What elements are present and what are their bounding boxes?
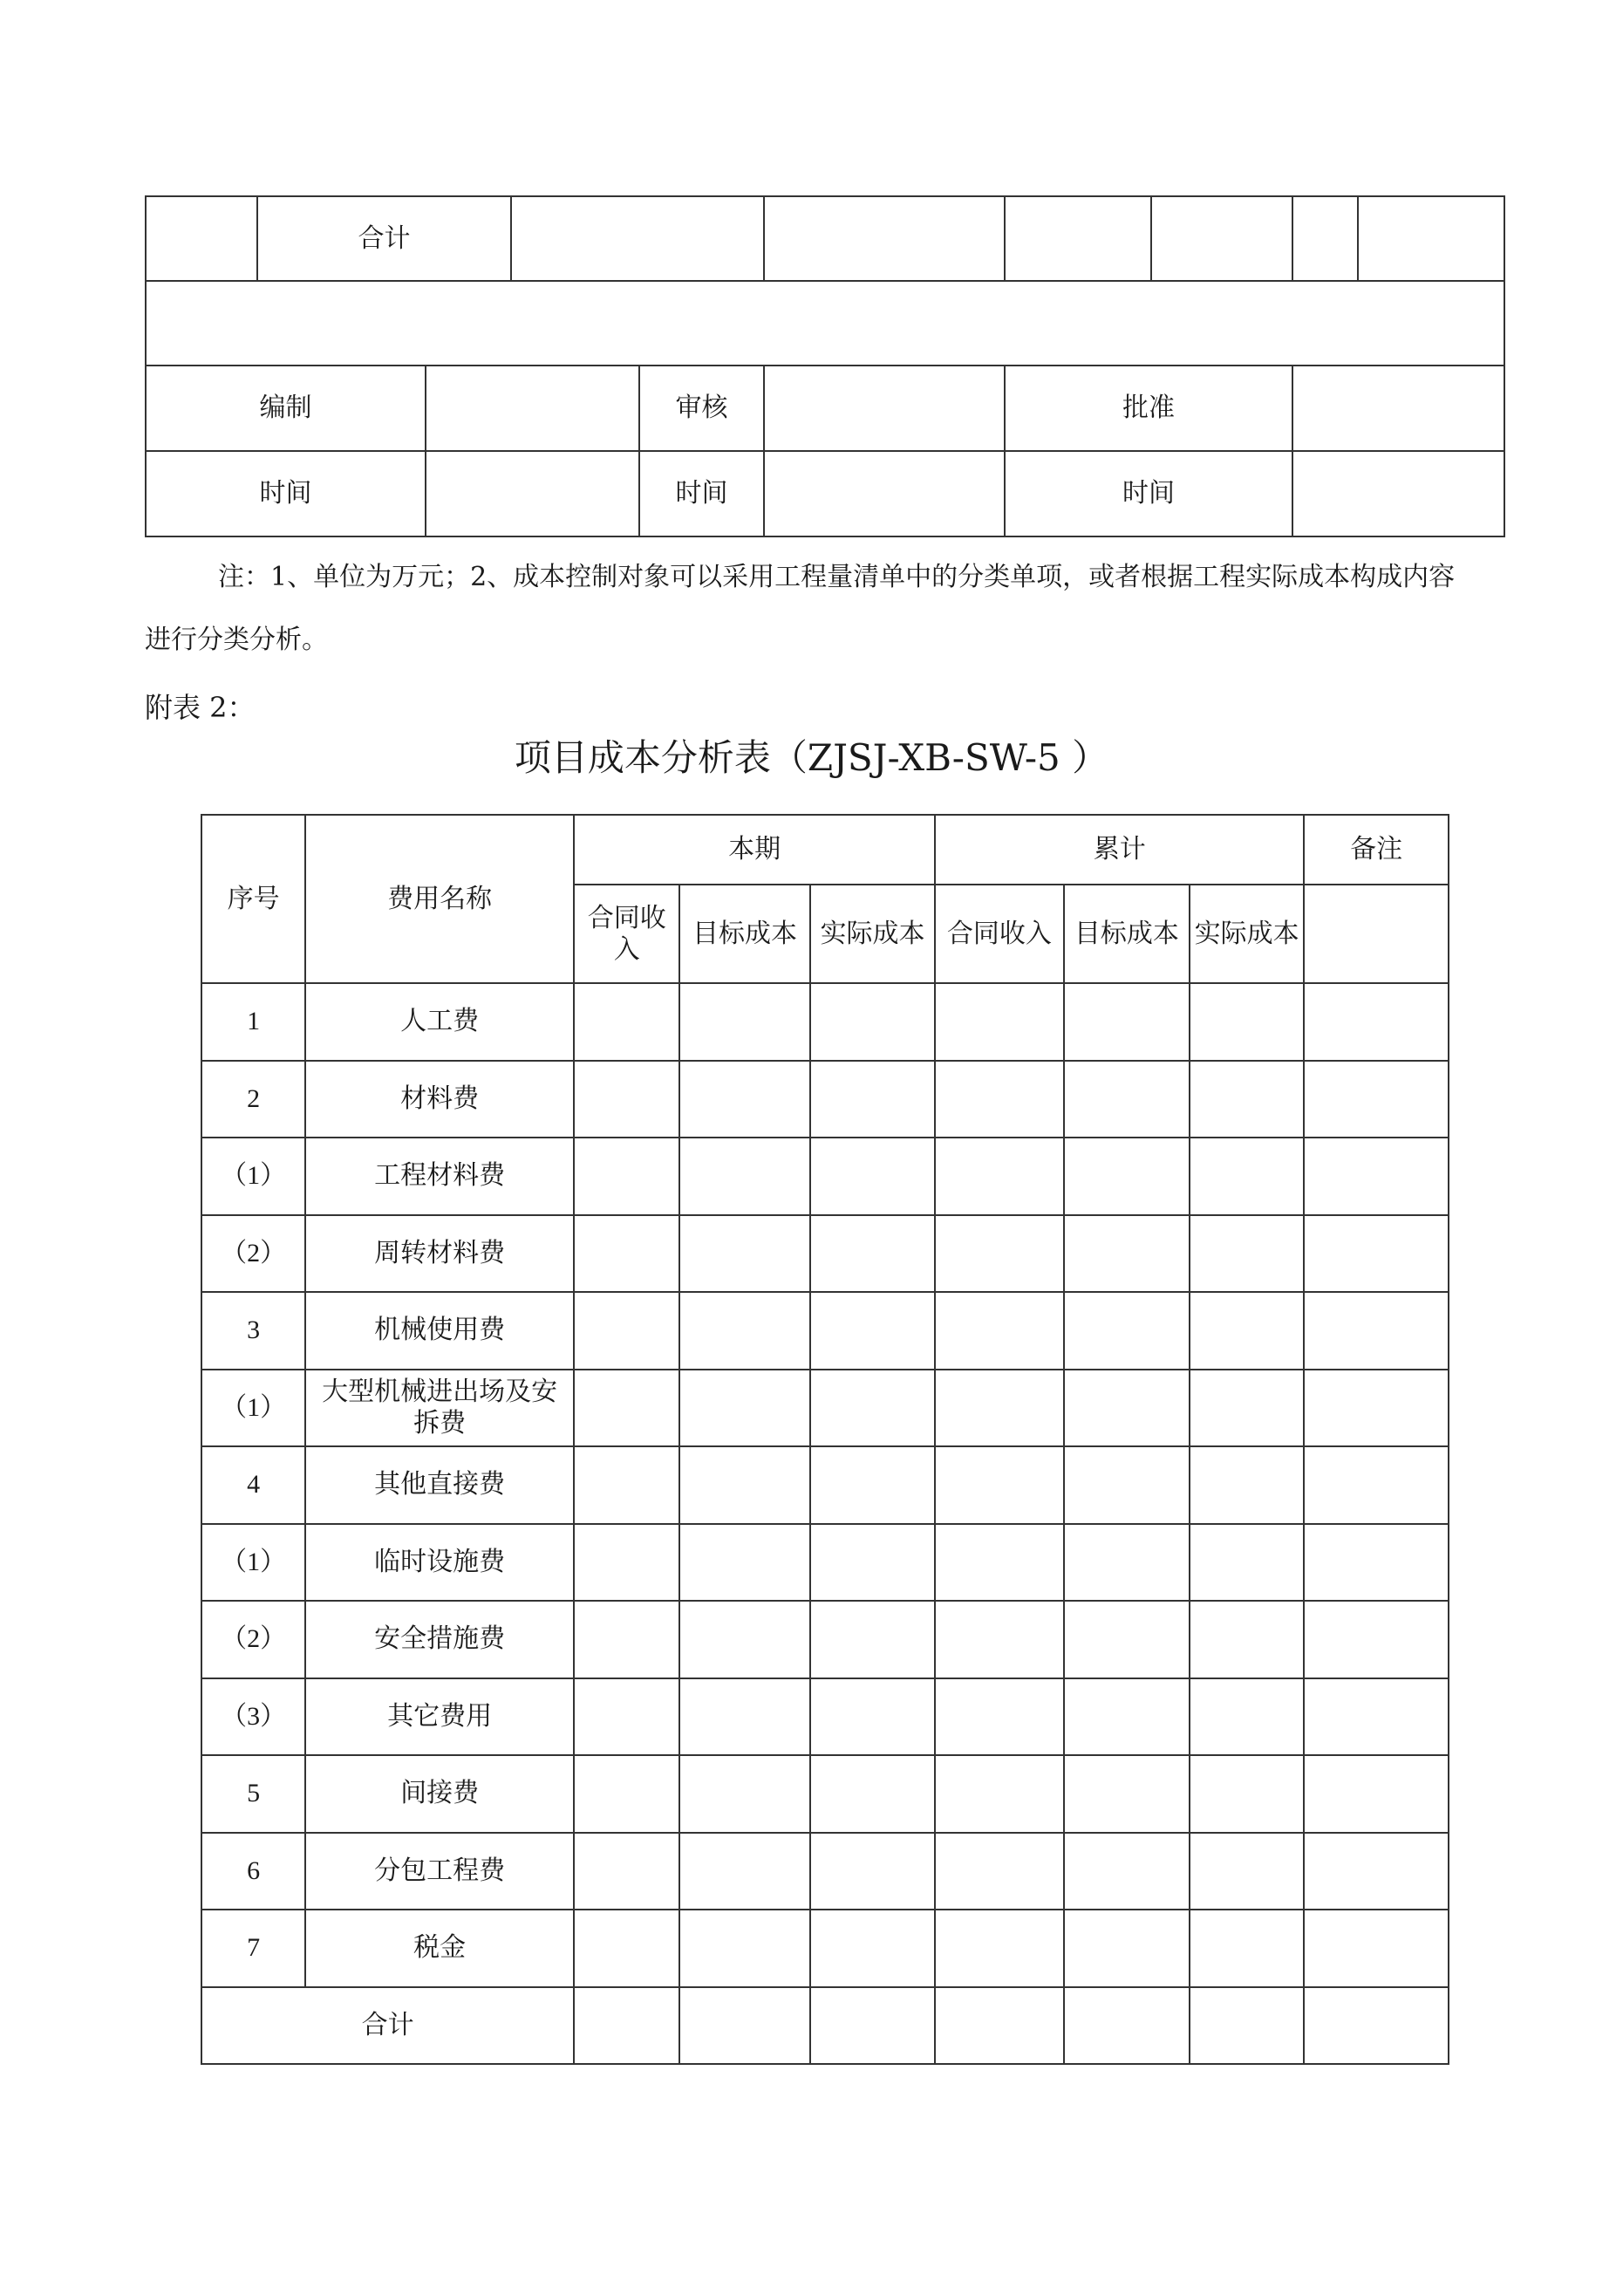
row-cost-name: 分包工程费 xyxy=(305,1833,574,1910)
table-cell xyxy=(935,1215,1063,1293)
table-cell xyxy=(574,1446,679,1524)
table-cell xyxy=(1190,1910,1304,1987)
table-cell xyxy=(1304,1601,1449,1678)
summary-cell xyxy=(1005,196,1151,281)
row-seq: （2） xyxy=(201,1601,305,1678)
table-row xyxy=(201,1061,1449,1138)
row-seq: （1） xyxy=(201,1370,305,1447)
row-cost-name: 税金 xyxy=(305,1910,574,1987)
cost-total-label: 合计 xyxy=(201,1987,574,2064)
table-cell xyxy=(679,1292,809,1370)
table-cell xyxy=(679,1987,809,2064)
note-line-2: 进行分类分析。 xyxy=(145,625,328,655)
table-cell xyxy=(810,1987,935,2064)
table-row xyxy=(201,983,1449,1061)
table-cell xyxy=(574,1910,679,1987)
table-cell xyxy=(1304,1138,1449,1215)
table-cell xyxy=(574,1292,679,1370)
table-cell xyxy=(1190,983,1304,1061)
row-seq: 3 xyxy=(201,1292,305,1370)
row-cost-name: 机械使用费 xyxy=(305,1292,574,1370)
table-cell xyxy=(1064,1678,1190,1756)
table-cell xyxy=(810,1446,935,1524)
table-cell xyxy=(1304,983,1449,1061)
row-seq: 7 xyxy=(201,1910,305,1987)
table-cell xyxy=(574,1755,679,1833)
reviewed-label: 审核 xyxy=(639,366,764,451)
approved-label: 批准 xyxy=(1005,366,1292,451)
row-seq: （2） xyxy=(201,1215,305,1293)
table-cell xyxy=(574,1061,679,1138)
table-cell xyxy=(1304,1833,1449,1910)
cost-rows xyxy=(201,983,1449,1987)
table-cell xyxy=(679,1446,809,1524)
table-cell xyxy=(935,983,1063,1061)
prepared-time-label: 时间 xyxy=(146,451,426,536)
reviewed-value xyxy=(764,366,1005,451)
summary-cell xyxy=(511,196,764,281)
table-cell xyxy=(1190,1138,1304,1215)
table-cell xyxy=(935,1370,1063,1447)
row-cost-name: 工程材料费 xyxy=(305,1138,574,1215)
summary-cell xyxy=(1292,196,1358,281)
table-cell xyxy=(1190,1833,1304,1910)
table-cell xyxy=(1064,983,1190,1061)
table-cell xyxy=(1064,1755,1190,1833)
table-cell xyxy=(1064,1524,1190,1602)
table-cell xyxy=(1190,1215,1304,1293)
table-cell xyxy=(1304,1524,1449,1602)
row-cost-name: 周转材料费 xyxy=(305,1215,574,1293)
table-cell xyxy=(810,1138,935,1215)
table-cell xyxy=(935,1833,1063,1910)
row-seq: （1） xyxy=(201,1138,305,1215)
table-cell xyxy=(1190,1601,1304,1678)
reviewed-time-value xyxy=(764,451,1005,536)
table-cell xyxy=(935,1678,1063,1756)
header-current-actual-cost: 实际成本 xyxy=(810,885,935,983)
header-remarks-cell xyxy=(1304,885,1449,983)
table-cell xyxy=(1304,1755,1449,1833)
table-cell xyxy=(935,1601,1063,1678)
table-cell xyxy=(810,1061,935,1138)
table-cell xyxy=(935,1524,1063,1602)
table-cell xyxy=(1064,1987,1190,2064)
table-cell xyxy=(679,1601,809,1678)
row-seq: 6 xyxy=(201,1833,305,1910)
table-cell xyxy=(810,1755,935,1833)
approved-value xyxy=(1292,366,1504,451)
table-cell xyxy=(574,1370,679,1447)
header-cumulative-actual-cost: 实际成本 xyxy=(1190,885,1304,983)
table-cell xyxy=(935,1061,1063,1138)
row-cost-name: 间接费 xyxy=(305,1755,574,1833)
page-title: 项目成本分析表（ZJSJ-XB-SW-5 ） xyxy=(514,736,1109,779)
table-cell xyxy=(1190,1987,1304,2064)
row-seq: （3） xyxy=(201,1678,305,1756)
header-current-contract-income: 合同收入 xyxy=(574,885,679,983)
table-cell xyxy=(810,1601,935,1678)
row-cost-name: 其他直接费 xyxy=(305,1446,574,1524)
table-cell xyxy=(679,1061,809,1138)
table-cell xyxy=(1304,1987,1449,2064)
table-cell xyxy=(810,1292,935,1370)
summary-cell xyxy=(764,196,1005,281)
table-cell xyxy=(935,1755,1063,1833)
table-cell xyxy=(574,1138,679,1215)
table-cell xyxy=(1064,1138,1190,1215)
summary-cell xyxy=(1358,196,1504,281)
table-cell xyxy=(1190,1524,1304,1602)
table-cell xyxy=(574,983,679,1061)
header-remarks: 备注 xyxy=(1304,815,1449,885)
table-cell xyxy=(1064,1601,1190,1678)
table-cell xyxy=(1064,1061,1190,1138)
table-cell xyxy=(935,1987,1063,2064)
table-row xyxy=(201,1678,1449,1756)
table-cell xyxy=(574,1833,679,1910)
prepared-label: 编制 xyxy=(146,366,426,451)
table-cell xyxy=(935,1910,1063,1987)
table-row xyxy=(201,1292,1449,1370)
table-cell xyxy=(574,1601,679,1678)
table-cell xyxy=(1304,1446,1449,1524)
prepared-time-value xyxy=(426,451,639,536)
row-cost-name: 其它费用 xyxy=(305,1678,574,1756)
row-cost-name: 临时设施费 xyxy=(305,1524,574,1602)
table-cell xyxy=(679,983,809,1061)
summary-cell xyxy=(1151,196,1292,281)
approved-time-label: 时间 xyxy=(1005,451,1292,536)
note-line-1: 注：1、单位为万元；2、成本控制对象可以采用工程量清单中的分类单项，或者根据工程实际成本构成内容 xyxy=(218,562,1456,592)
row-cost-name: 人工费 xyxy=(305,983,574,1061)
table-cell xyxy=(810,983,935,1061)
row-seq: 4 xyxy=(201,1446,305,1524)
table-cell xyxy=(1064,1833,1190,1910)
table-row xyxy=(201,1138,1449,1215)
approved-time-value xyxy=(1292,451,1504,536)
table-row xyxy=(201,1601,1449,1678)
table-cell xyxy=(1304,1292,1449,1370)
table-cell xyxy=(810,1524,935,1602)
table-cell xyxy=(1190,1446,1304,1524)
summary-blank-row xyxy=(146,281,1504,366)
row-cost-name: 材料费 xyxy=(305,1061,574,1138)
header-cumulative-target-cost: 目标成本 xyxy=(1064,885,1190,983)
table-cell xyxy=(679,1678,809,1756)
table-row xyxy=(201,1370,1449,1447)
appendix-label: 附表 2： xyxy=(145,691,256,724)
table-cell xyxy=(1190,1370,1304,1447)
table-cell xyxy=(1064,1215,1190,1293)
header-cumulative: 累计 xyxy=(935,815,1304,885)
header-name: 费用名称 xyxy=(305,815,574,983)
table-cell xyxy=(1190,1755,1304,1833)
header-current-target-cost: 目标成本 xyxy=(679,885,809,983)
table-cell xyxy=(679,1910,809,1987)
table-cell xyxy=(935,1446,1063,1524)
table-cell xyxy=(1190,1061,1304,1138)
row-seq: （1） xyxy=(201,1524,305,1602)
table-cell xyxy=(1190,1292,1304,1370)
table-row xyxy=(201,1524,1449,1602)
table-cell xyxy=(935,1138,1063,1215)
summary-total-label: 合计 xyxy=(257,196,511,281)
table-cell xyxy=(574,1524,679,1602)
header-seq: 序号 xyxy=(201,815,305,983)
header-cumulative-contract-income: 合同收入 xyxy=(935,885,1063,983)
prepared-value xyxy=(426,366,639,451)
table-cell xyxy=(574,1987,679,2064)
row-seq: 1 xyxy=(201,983,305,1061)
table-row xyxy=(201,1910,1449,1987)
table-cell xyxy=(1304,1215,1449,1293)
table-cell xyxy=(679,1833,809,1910)
table-cell xyxy=(1190,1678,1304,1756)
row-seq: 2 xyxy=(201,1061,305,1138)
table-cell xyxy=(574,1215,679,1293)
table-cell xyxy=(810,1910,935,1987)
table-cell xyxy=(679,1524,809,1602)
table-cell xyxy=(1064,1446,1190,1524)
table-cell xyxy=(1064,1910,1190,1987)
row-cost-name: 大型机械进出场及安拆费 xyxy=(305,1370,574,1447)
summary-cell xyxy=(146,196,257,281)
cost-analysis-table xyxy=(201,814,1449,2065)
reviewed-time-label: 时间 xyxy=(639,451,764,536)
table-cell xyxy=(574,1678,679,1756)
table-cell xyxy=(1304,1678,1449,1756)
table-cell xyxy=(679,1370,809,1447)
table-cell xyxy=(810,1215,935,1293)
table-cell xyxy=(679,1755,809,1833)
table-row xyxy=(201,1446,1449,1524)
row-cost-name: 安全措施费 xyxy=(305,1601,574,1678)
table-cell xyxy=(810,1370,935,1447)
table-cell xyxy=(679,1138,809,1215)
row-seq: 5 xyxy=(201,1755,305,1833)
table-cell xyxy=(810,1833,935,1910)
table-cell xyxy=(679,1215,809,1293)
table-cell xyxy=(1304,1061,1449,1138)
table-row xyxy=(201,1755,1449,1833)
table-cell xyxy=(1064,1370,1190,1447)
table-cell xyxy=(1304,1370,1449,1447)
table-cell xyxy=(1304,1910,1449,1987)
table-cell xyxy=(935,1292,1063,1370)
table-row xyxy=(201,1833,1449,1910)
table-cell xyxy=(810,1678,935,1756)
summary-table xyxy=(145,195,1505,537)
table-row xyxy=(201,1215,1449,1293)
header-current: 本期 xyxy=(574,815,935,885)
table-cell xyxy=(1064,1292,1190,1370)
